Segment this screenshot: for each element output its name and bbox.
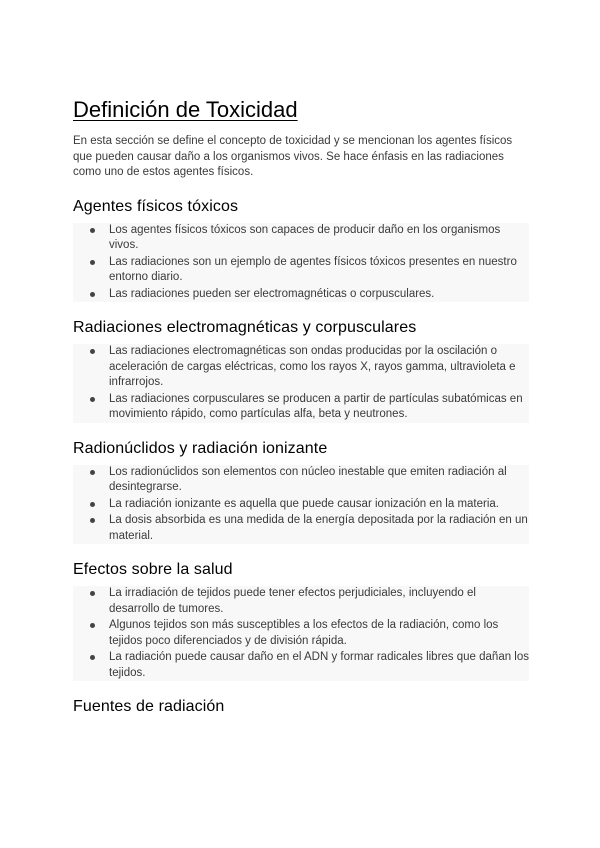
section-radiaciones bbox=[73, 318, 529, 423]
bullet-icon bbox=[90, 397, 95, 402]
section-title: Agentes físicos tóxicos bbox=[73, 197, 239, 215]
bullet-list bbox=[73, 465, 529, 545]
list-item-text: Las radiaciones corpusculares se producen a partir de partículas subatómicas en movimiento rápido, como partículas alfa, beta y neutrones. bbox=[109, 392, 523, 420]
list-item bbox=[73, 586, 529, 617]
bullet-icon bbox=[90, 228, 95, 233]
list-item-text: La dosis absorbida es una medida de la energía depositada por la radiación en un material. bbox=[109, 514, 528, 542]
section-title: Efectos sobre la salud bbox=[73, 561, 233, 578]
section-title: Radiaciones electromagnéticas y corpusculares bbox=[73, 319, 417, 336]
section-title: Fuentes de radiación bbox=[73, 698, 225, 715]
bullet-icon bbox=[90, 292, 95, 297]
list-item-text: Los agentes físicos tóxicos son capaces de producir daño en los organismos vivos. bbox=[109, 223, 501, 251]
list-item bbox=[73, 465, 529, 496]
intro-paragraph: En esta sección se define el concepto de toxicidad y se mencionan los agentes físicos que pueden causar daño a los organismos vivos. Se hace énfasis en las radiaciones como uno de estos agentes físicos. bbox=[73, 135, 513, 178]
list-item-text: Los radionúclidos son elementos con núcleo inestable que emiten radiación al desintegrarse. bbox=[109, 465, 507, 493]
bullet-icon bbox=[90, 623, 95, 628]
section-title: Radionúclidos y radiación ionizante bbox=[73, 439, 328, 457]
bullet-icon bbox=[90, 502, 95, 507]
list-item bbox=[73, 497, 529, 513]
bullet-icon bbox=[90, 349, 95, 354]
list-item-text: Las radiaciones son un ejemplo de agentes físicos tóxicos presentes en nuestro entorno diario. bbox=[109, 255, 517, 283]
list-item bbox=[73, 513, 529, 544]
section-radionuclidos bbox=[73, 439, 529, 545]
list-item-text: La radiación puede causar daño en el ADN y formar radicales libres que dañan los tejidos. bbox=[109, 651, 530, 679]
list-item bbox=[73, 287, 529, 303]
list-item-text: La irradiación de tejidos puede tener efectos perjudiciales, incluyendo el desarrollo de tumores. bbox=[109, 587, 476, 615]
bullet-icon bbox=[90, 655, 95, 660]
section-efectos-salud bbox=[73, 560, 529, 681]
list-item-text: Las radiaciones pueden ser electromagnéticas o corpusculares. bbox=[109, 287, 435, 300]
list-item bbox=[73, 650, 529, 681]
section-agentes-fisicos bbox=[73, 197, 529, 303]
bullet-icon bbox=[90, 591, 95, 596]
list-item bbox=[73, 255, 529, 286]
document-title: Definición de Toxicidad bbox=[73, 97, 298, 122]
list-item-text: Algunos tejidos son más susceptibles a los efectos de la radiación, como los tejidos poco diferenciados y de división rápida. bbox=[109, 619, 499, 647]
bullet-list bbox=[73, 223, 529, 303]
bullet-icon bbox=[90, 260, 95, 265]
list-item-text: La radiación ionizante es aquella que puede causar ionización en la materia. bbox=[109, 497, 499, 510]
list-item bbox=[73, 618, 529, 649]
list-item bbox=[73, 223, 529, 254]
bullet-icon bbox=[90, 518, 95, 523]
list-item-text: Las radiaciones electromagnéticas son ondas producidas por la oscilación o aceleración de cargas eléctricas, como los rayos X, rayos gamma, ultravioleta e infrarrojos. bbox=[109, 345, 516, 388]
bullet-list bbox=[73, 344, 529, 423]
bullet-list bbox=[73, 586, 529, 681]
list-item bbox=[73, 344, 529, 391]
section-fuentes-radiacion bbox=[73, 697, 529, 717]
document-page bbox=[73, 96, 529, 717]
list-item bbox=[73, 392, 529, 423]
bullet-icon bbox=[90, 470, 95, 475]
